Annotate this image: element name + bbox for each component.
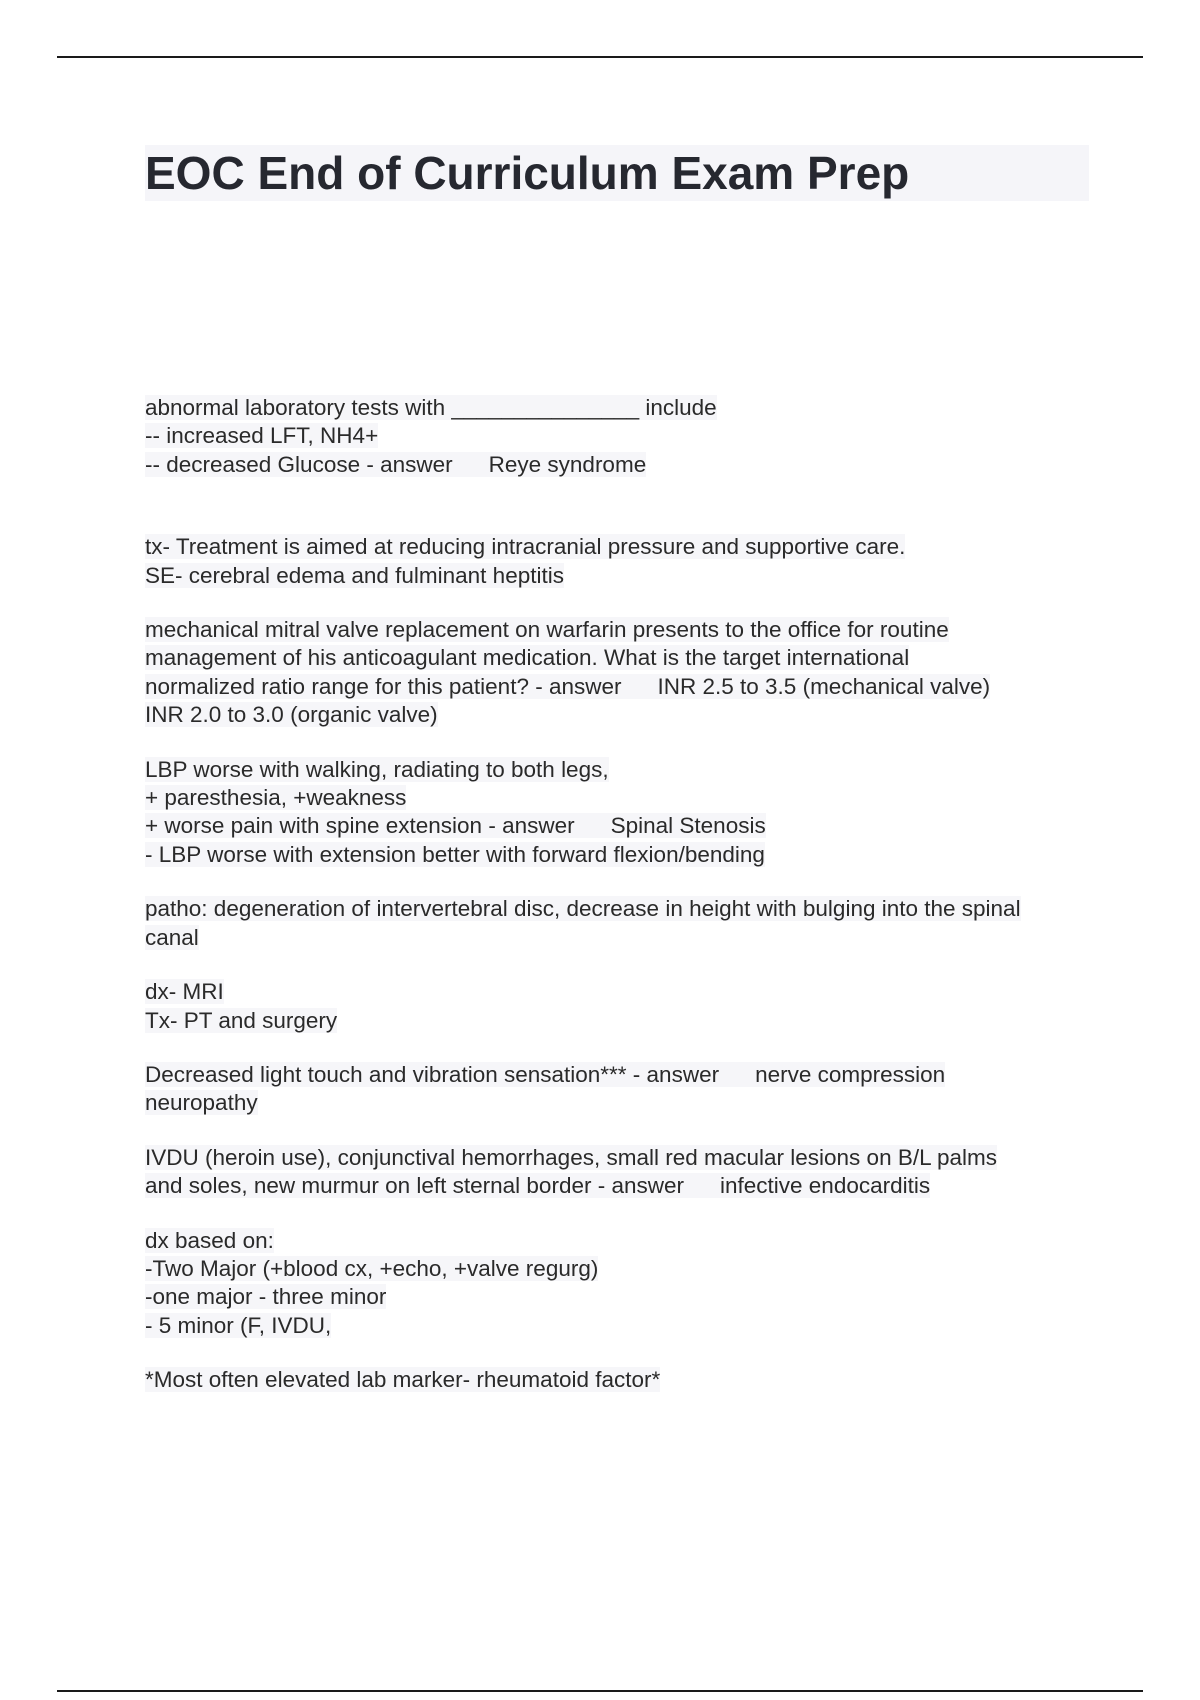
question-line: normalized ratio range for this patient? - answer (145, 673, 622, 699)
question-line: abnormal laboratory tests with _______________ include (145, 395, 717, 420)
answer-line: INR 2.0 to 3.0 (organic valve) (145, 702, 438, 728)
answer-text: INR 2.5 to 3.5 (mechanical valve) (657, 673, 991, 699)
note-line: dx based on: (145, 1227, 274, 1253)
question-line: + worse pain with spine extension - answer (145, 813, 575, 839)
answer-text: Spinal Stenosis (610, 813, 766, 839)
top-rule (57, 56, 1143, 58)
document-body (145, 394, 1095, 1421)
answer-line: - LBP worse with extension better with forward flexion/bending (145, 841, 765, 867)
note-line: dx- MRI (145, 979, 224, 1005)
note-line: - 5 minor (F, IVDU, (145, 1312, 332, 1338)
question-line: IVDU (heroin use), conjunctival hemorrhages, small red macular lesions on B/L palms (145, 1144, 998, 1170)
note-line: patho: degeneration of intervertebral disc, decrease in height with bulging into the spinal (145, 896, 1021, 922)
note-line: tx- Treatment is aimed at reducing intracranial pressure and supportive care. (145, 534, 906, 560)
note-line: SE- cerebral edema and fulminant heptitis (145, 562, 564, 588)
answer-line: neuropathy (145, 1090, 258, 1116)
answer-text: Reye syndrome (488, 451, 647, 477)
answer-text: nerve compression (755, 1061, 946, 1087)
card-neuropathy (145, 1061, 1095, 1118)
question-line: management of his anticoagulant medication. What is the target international (145, 645, 910, 671)
answer-text: infective endocarditis (720, 1173, 931, 1199)
note-line: -Two Major (+blood cx, +echo, +valve regurg) (145, 1255, 599, 1281)
card-reye-notes (145, 533, 1095, 590)
bottom-rule (57, 1690, 1143, 1692)
card-endocarditis (145, 1144, 1095, 1201)
note-line: *Most often elevated lab marker- rheumatoid factor* (145, 1367, 661, 1393)
card-reye (145, 394, 1095, 479)
card-stenosis-dx (145, 978, 1095, 1035)
question-line: + paresthesia, +weakness (145, 785, 407, 811)
question-line: LBP worse with walking, radiating to both legs, (145, 756, 609, 782)
page-title: EOC End of Curriculum Exam Prep (145, 145, 1089, 201)
card-endocarditis-marker (145, 1366, 1095, 1394)
question-line: mechanical mitral valve replacement on warfarin presents to the office for routine (145, 617, 949, 643)
question-line: Decreased light touch and vibration sensation*** - answer (145, 1061, 720, 1087)
card-stenosis-patho (145, 895, 1095, 952)
card-inr (145, 616, 1095, 730)
question-line: -- decreased Glucose - answer (145, 451, 453, 477)
card-endocarditis-dx (145, 1227, 1095, 1341)
note-line: Tx- PT and surgery (145, 1007, 338, 1033)
question-line: and soles, new murmur on left sternal border - answer (145, 1173, 684, 1199)
question-line: -- increased LFT, NH4+ (145, 423, 379, 449)
card-stenosis (145, 756, 1095, 870)
note-line: -one major - three minor (145, 1284, 387, 1310)
note-line: canal (145, 924, 199, 950)
